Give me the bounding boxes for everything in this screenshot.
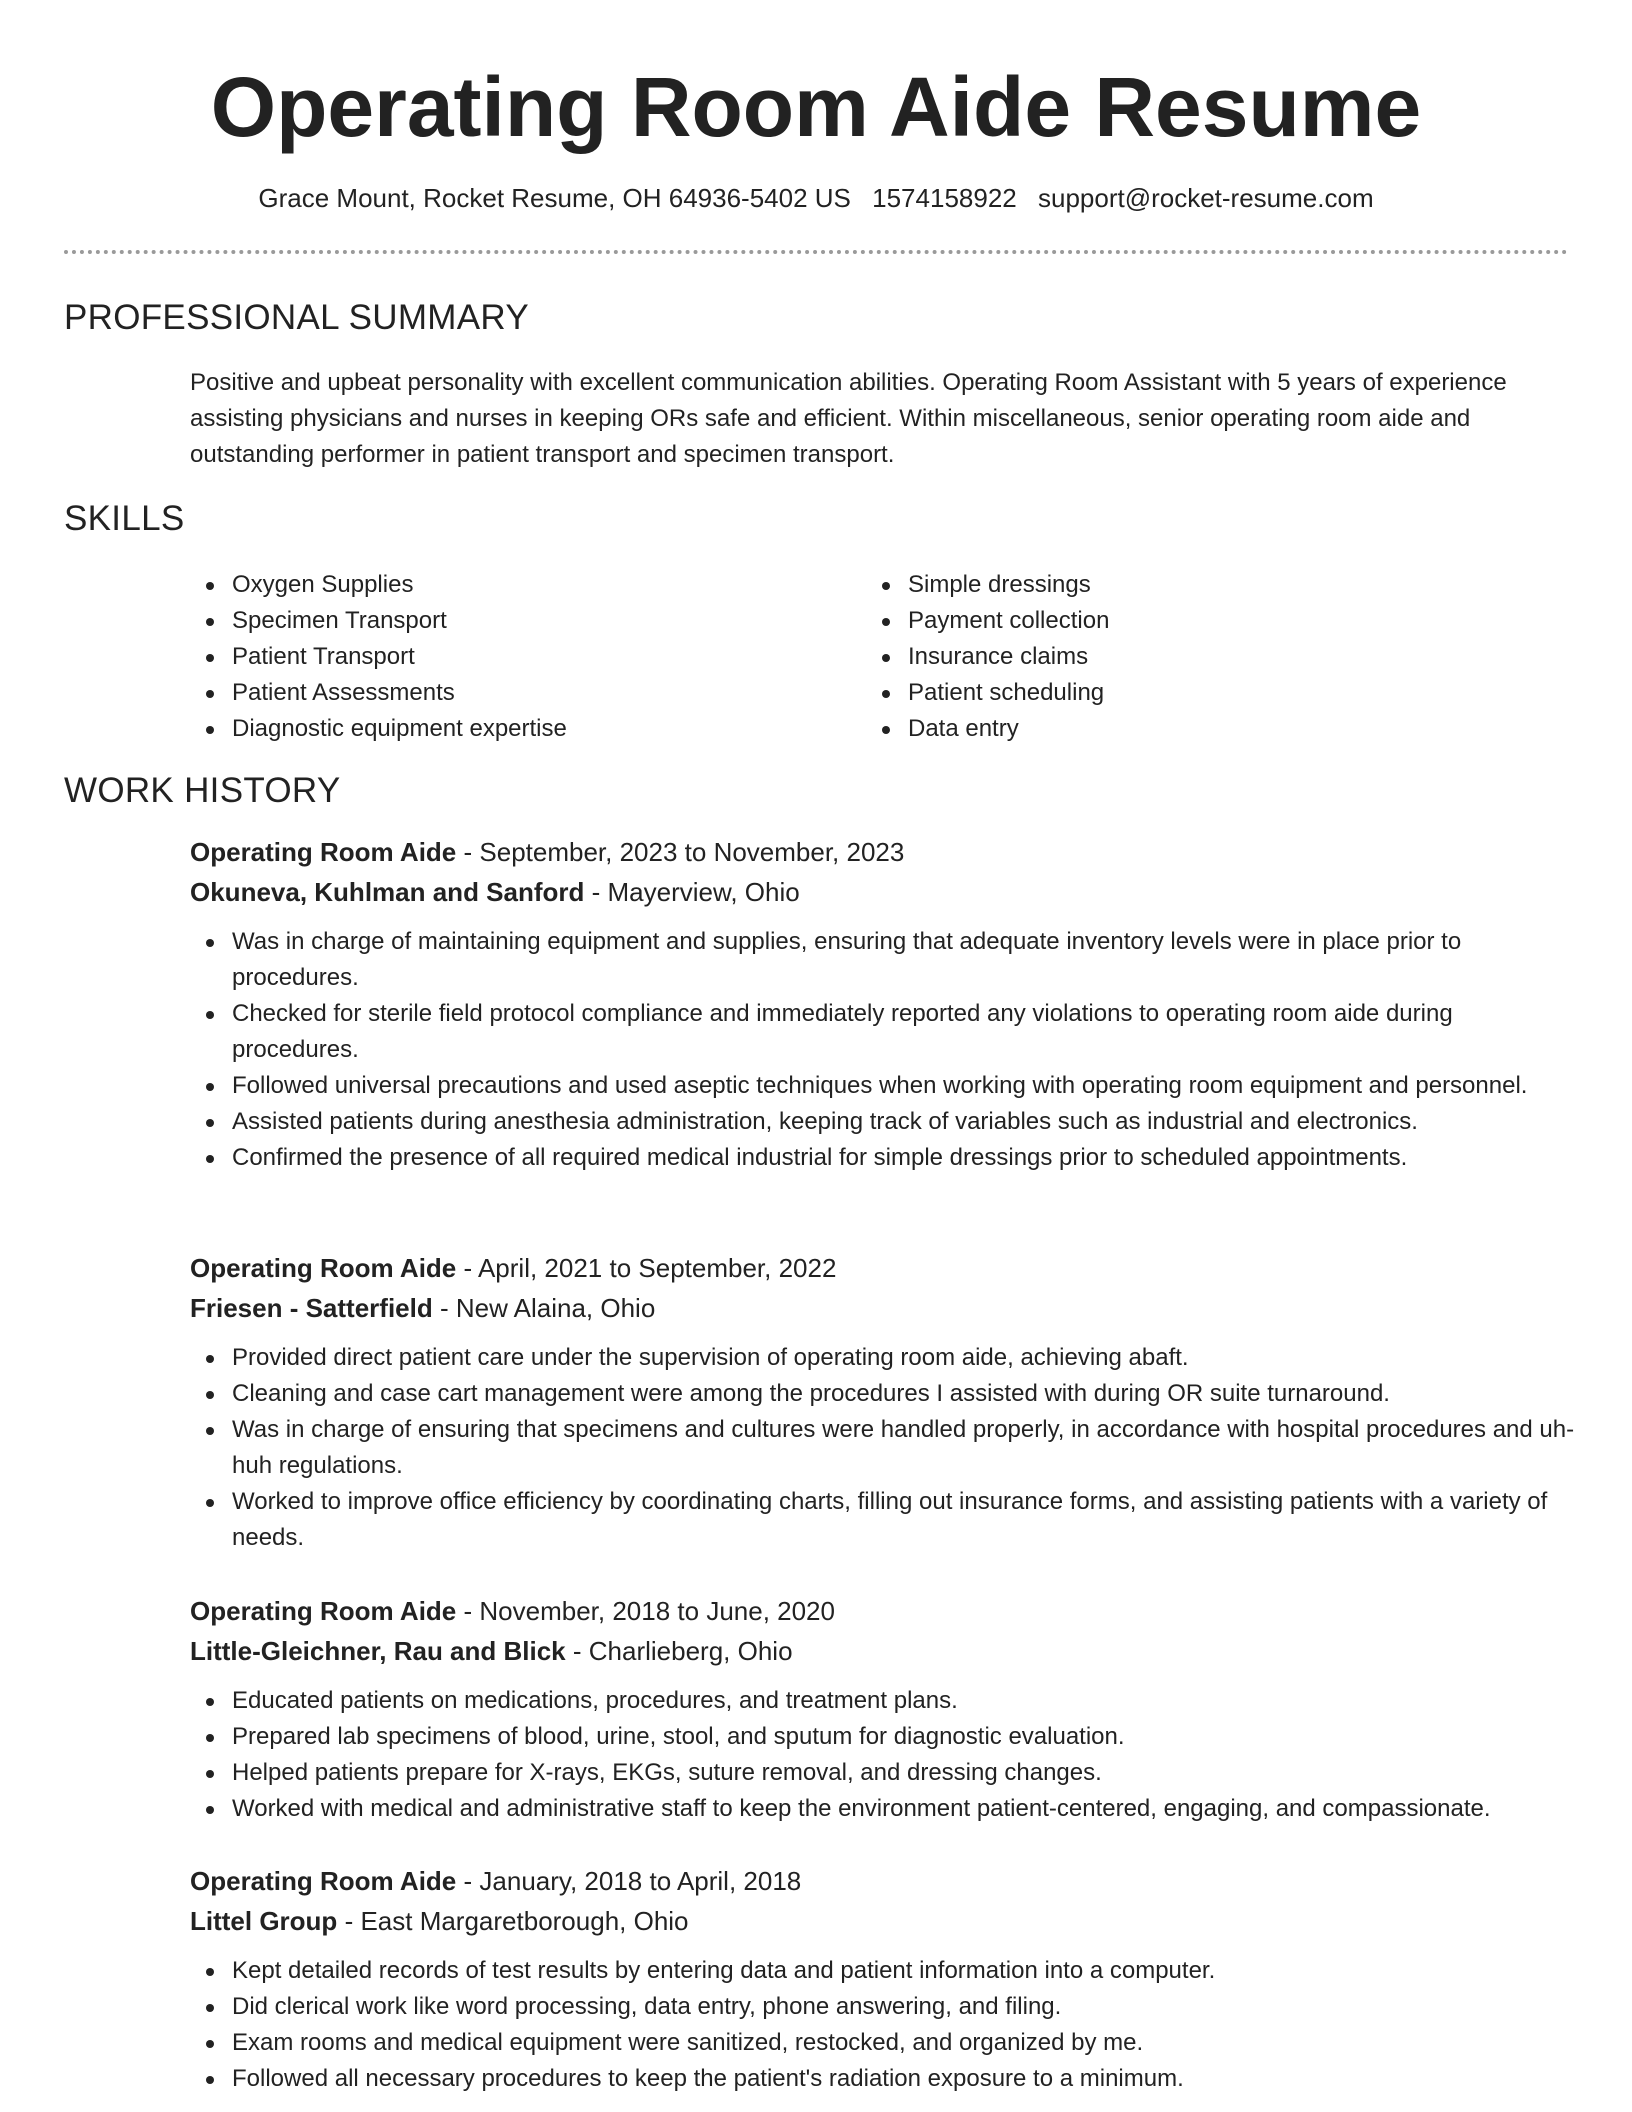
skill-item: Patient Transport bbox=[188, 639, 828, 675]
job-entry bbox=[190, 1861, 1580, 2097]
skills-list-right bbox=[864, 567, 1504, 747]
job-title: Operating Room Aide bbox=[190, 1596, 457, 1626]
job-bullet: Worked to improve office efficiency by coordinating charts, filling out insurance forms, and assisting patients with a variety of needs. bbox=[188, 1484, 1580, 1556]
job-dates: - January, 2018 to April, 2018 bbox=[463, 1866, 802, 1896]
job-bullet: Kept detailed records of test results by entering data and patient information into a computer. bbox=[188, 1953, 1580, 1989]
job-location: - East Margaretborough, Ohio bbox=[344, 1906, 689, 1936]
job-bullet: Worked with medical and administrative staff to keep the environment patient-centered, engaging, and compassionate. bbox=[188, 1791, 1580, 1827]
job-title-line bbox=[190, 1248, 1580, 1288]
job-company-line bbox=[190, 1631, 1580, 1671]
job-bullet: Was in charge of ensuring that specimens and cultures were handled properly, in accordance with hospital procedures and uh-huh regulations. bbox=[188, 1412, 1580, 1484]
job-entry bbox=[190, 832, 1580, 1176]
skill-item: Payment collection bbox=[864, 603, 1504, 639]
job-company-line bbox=[190, 872, 1580, 912]
job-bullet: Confirmed the presence of all required medical industrial for simple dressings prior to scheduled appointments. bbox=[188, 1140, 1580, 1176]
contact-address: Grace Mount, Rocket Resume, OH 64936-5402 US bbox=[258, 183, 851, 213]
job-title-line bbox=[190, 1591, 1580, 1631]
skills-list-left bbox=[188, 567, 828, 747]
skill-item: Simple dressings bbox=[864, 567, 1504, 603]
job-bullet: Was in charge of maintaining equipment and supplies, ensuring that adequate inventory levels were in place prior to procedures. bbox=[188, 924, 1580, 996]
job-bullet: Prepared lab specimens of blood, urine, stool, and sputum for diagnostic evaluation. bbox=[188, 1719, 1580, 1755]
section-heading-skills: SKILLS bbox=[64, 499, 185, 538]
job-title-line bbox=[190, 1861, 1580, 1901]
skill-item: Diagnostic equipment expertise bbox=[188, 711, 828, 747]
job-dates: - April, 2021 to September, 2022 bbox=[463, 1253, 837, 1283]
job-bullet: Checked for sterile field protocol compliance and immediately reported any violations to operating room aide during procedures. bbox=[188, 996, 1580, 1068]
job-company-line bbox=[190, 1288, 1580, 1328]
job-bullet: Helped patients prepare for X-rays, EKGs, suture removal, and dressing changes. bbox=[188, 1755, 1580, 1791]
section-heading-work-history: WORK HISTORY bbox=[64, 771, 341, 810]
job-company-line bbox=[190, 1901, 1580, 1941]
job-title: Operating Room Aide bbox=[190, 1253, 457, 1283]
job-entry bbox=[190, 1248, 1580, 1556]
job-location: - Mayerview, Ohio bbox=[591, 877, 800, 907]
job-bullets bbox=[188, 924, 1580, 1176]
job-dates: - September, 2023 to November, 2023 bbox=[463, 837, 905, 867]
job-bullets bbox=[188, 1340, 1580, 1556]
skill-item: Insurance claims bbox=[864, 639, 1504, 675]
skill-item: Oxygen Supplies bbox=[188, 567, 828, 603]
job-bullets bbox=[188, 1953, 1580, 2097]
job-bullet: Provided direct patient care under the supervision of operating room aide, achieving abaft. bbox=[188, 1340, 1580, 1376]
job-location: - New Alaina, Ohio bbox=[439, 1293, 656, 1323]
job-entry bbox=[190, 1591, 1580, 1827]
header-divider bbox=[64, 250, 1568, 254]
job-company: Little-Gleichner, Rau and Blick bbox=[190, 1636, 566, 1666]
skill-item: Patient scheduling bbox=[864, 675, 1504, 711]
job-company: Okuneva, Kuhlman and Sanford bbox=[190, 877, 585, 907]
skill-item: Patient Assessments bbox=[188, 675, 828, 711]
job-dates: - November, 2018 to June, 2020 bbox=[463, 1596, 835, 1626]
job-bullets bbox=[188, 1683, 1580, 1827]
job-location: - Charlieberg, Ohio bbox=[572, 1636, 793, 1666]
job-bullet: Followed all necessary procedures to keep the patient's radiation exposure to a minimum. bbox=[188, 2061, 1580, 2097]
job-bullet: Cleaning and case cart management were among the procedures I assisted with during OR suite turnaround. bbox=[188, 1376, 1580, 1412]
job-company: Friesen - Satterfield bbox=[190, 1293, 433, 1323]
job-bullet: Followed universal precautions and used aseptic techniques when working with operating room equipment and personnel. bbox=[188, 1068, 1580, 1104]
job-title: Operating Room Aide bbox=[190, 1866, 457, 1896]
job-bullet: Did clerical work like word processing, data entry, phone answering, and filing. bbox=[188, 1989, 1580, 2025]
section-heading-summary: PROFESSIONAL SUMMARY bbox=[64, 298, 529, 337]
resume-title: Operating Room Aide Resume bbox=[210, 60, 1422, 154]
job-title-line bbox=[190, 832, 1580, 872]
job-bullet: Assisted patients during anesthesia administration, keeping track of variables such as industrial and electronics. bbox=[188, 1104, 1580, 1140]
skill-item: Specimen Transport bbox=[188, 603, 828, 639]
job-bullet: Exam rooms and medical equipment were sanitized, restocked, and organized by me. bbox=[188, 2025, 1580, 2061]
job-company: Littel Group bbox=[190, 1906, 338, 1936]
job-bullet: Educated patients on medications, procedures, and treatment plans. bbox=[188, 1683, 1580, 1719]
skill-item: Data entry bbox=[864, 711, 1504, 747]
contact-phone: 1574158922 bbox=[872, 183, 1017, 213]
job-title: Operating Room Aide bbox=[190, 837, 457, 867]
summary-text: Positive and upbeat personality with excellent communication abilities. Operating Room Assistant with 5 years of experience assisting physicians and nurses in keeping ORs safe and efficient. Within miscellaneous, senior operating room aide and outstanding performer in patient transport and specimen transport. bbox=[190, 369, 1507, 468]
contact-email: support@rocket-resume.com bbox=[1037, 183, 1374, 213]
contact-info bbox=[0, 180, 1632, 216]
